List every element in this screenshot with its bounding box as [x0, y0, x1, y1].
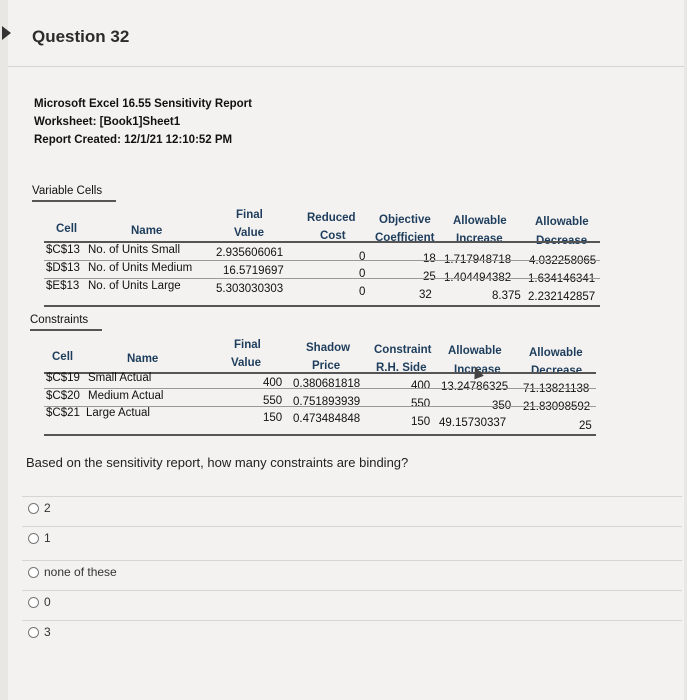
- constraints-label: Constraints: [30, 314, 89, 326]
- vc-row-rule: [44, 260, 600, 261]
- con-row-1-dec: 71.13821138: [523, 383, 590, 395]
- vc-row-3-reduced: 0: [359, 286, 366, 298]
- report-created: Report Created: 12/1/21 12:10:52 PM: [34, 134, 233, 146]
- report-worksheet: Worksheet: [Book1]Sheet1: [34, 116, 181, 128]
- radio-button-icon[interactable]: [28, 533, 39, 544]
- con-header-allow-inc-1: Allowable: [448, 345, 502, 357]
- vc-row-1-objective: 18: [423, 253, 436, 265]
- vc-row-2-objective: 25: [423, 271, 436, 283]
- vc-row-2-reduced: 0: [359, 268, 366, 280]
- con-header-final-2: Value: [231, 357, 262, 369]
- con-row-3-shadow: 0.473484848: [293, 413, 361, 425]
- con-row-2-dec: 21.83098592: [523, 401, 591, 413]
- con-row-2-cell: $C$20: [46, 390, 80, 402]
- vc-header-objective-1: Objective: [379, 214, 431, 226]
- con-row-2-final: 550: [263, 395, 283, 407]
- con-header-rhs-1: Constraint: [374, 344, 432, 356]
- answer-option-label: 0: [44, 595, 51, 609]
- con-row-3-dec: 25: [579, 420, 592, 432]
- answer-option-label: 2: [44, 501, 51, 515]
- vc-header-final-2: Value: [234, 227, 265, 239]
- vc-row-rule: [44, 278, 600, 279]
- answer-option-label: 1: [44, 531, 51, 545]
- vc-row-1-final: 2.935606061: [216, 247, 284, 259]
- con-header-allow-inc-2: Increase: [454, 364, 501, 376]
- variable-cells-label: Variable Cells: [32, 185, 103, 197]
- con-row-1-cell: $C$19: [46, 372, 80, 384]
- vc-header-allow-dec-1: Allowable: [535, 216, 589, 228]
- vc-header-allow-dec-2: Decrease: [536, 235, 588, 247]
- question-prompt: Based on the sensitivity report, how many constraints are binding?: [26, 455, 409, 470]
- vc-row-2-cell: $D$13: [46, 262, 80, 274]
- con-row-1-shadow: 0.380681818: [293, 378, 361, 390]
- vc-row-1-cell: $C$13: [46, 244, 80, 256]
- vc-header-objective-2: Coefficient: [375, 232, 435, 244]
- answer-option-label: 3: [44, 625, 51, 639]
- con-row-3-name: Large Actual: [86, 407, 150, 419]
- constraints-label-underline: [30, 329, 102, 331]
- question-header: [8, 0, 684, 67]
- vc-row-3-cell: $E$13: [46, 280, 80, 292]
- con-row-rule: [44, 388, 596, 389]
- answer-option-1[interactable]: [22, 526, 682, 561]
- vc-row-1-name: No. of Units Small: [88, 244, 181, 256]
- vc-row-3-name: No. of Units Large: [88, 280, 181, 292]
- vc-row-3-inc: 8.375: [492, 290, 521, 302]
- con-row-1-inc: 13.24786325: [441, 381, 509, 393]
- con-header-shadow-2: Price: [312, 360, 341, 372]
- vc-header-reduced-2: Cost: [320, 230, 346, 242]
- con-row-2-shadow: 0.751893939: [293, 396, 361, 408]
- question-card: [8, 0, 684, 700]
- vc-header-rule: [44, 241, 600, 243]
- con-row-2-rhs: 550: [411, 398, 431, 410]
- con-header-shadow-1: Shadow: [306, 342, 351, 354]
- vc-row-2-name: No. of Units Medium: [88, 262, 193, 274]
- con-row-2-name: Medium Actual: [88, 390, 164, 402]
- vc-row-2-dec: 1.634146341: [528, 273, 596, 285]
- report-title: Microsoft Excel 16.55 Sensitivity Report: [34, 98, 252, 110]
- variable-cells-label-underline: [32, 200, 116, 202]
- radio-button-icon[interactable]: [28, 567, 39, 578]
- con-header-rhs-2: R.H. Side: [376, 362, 427, 374]
- con-header-cell: Cell: [52, 351, 74, 363]
- collapse-arrow-icon[interactable]: [2, 26, 11, 40]
- vc-row-2-final: 16.5719697: [223, 265, 284, 277]
- vc-header-cell: Cell: [56, 223, 78, 235]
- radio-button-icon[interactable]: [28, 627, 39, 638]
- answer-option-3[interactable]: [22, 620, 682, 655]
- vc-row-3-objective: 32: [419, 289, 432, 301]
- con-row-3-inc: 49.15730337: [439, 417, 507, 429]
- con-header-name: Name: [127, 353, 159, 365]
- con-row-3-final: 150: [263, 412, 283, 424]
- vc-row-2-inc: 1.404494382: [444, 272, 512, 284]
- con-row-1-final: 400: [263, 377, 283, 389]
- vc-header-name: Name: [131, 225, 163, 237]
- con-row-1-name: Small Actual: [88, 372, 152, 384]
- radio-button-icon[interactable]: [28, 597, 39, 608]
- con-row-3-cell: $C$21: [46, 407, 80, 419]
- con-row-2-inc: 350: [492, 400, 512, 412]
- answer-option-label: none of these: [44, 565, 117, 579]
- con-row-3-rhs: 150: [411, 416, 431, 428]
- vc-header-final-1: Final: [236, 209, 263, 221]
- con-header-allow-dec-2: Decrease: [531, 365, 583, 377]
- con-header-allow-dec-1: Allowable: [529, 347, 583, 359]
- vc-header-allow-inc-2: Increase: [456, 233, 503, 245]
- vc-row-3-final: 5.303030303: [216, 283, 284, 295]
- question-title: Question 32: [32, 27, 130, 46]
- con-row-1-rhs: 400: [411, 380, 431, 392]
- con-header-final-1: Final: [234, 339, 261, 351]
- radio-button-icon[interactable]: [28, 503, 39, 514]
- vc-header-reduced-1: Reduced: [307, 212, 356, 224]
- vc-bottom-rule: [44, 305, 600, 307]
- con-bottom-rule: [44, 434, 596, 436]
- vc-row-1-inc: 1.717948718: [444, 254, 512, 266]
- vc-header-allow-inc-1: Allowable: [453, 215, 507, 227]
- vc-row-3-dec: 2.232142857: [528, 291, 596, 303]
- vc-row-1-dec: 4.032258065: [529, 255, 597, 267]
- vc-row-1-reduced: 0: [359, 251, 366, 263]
